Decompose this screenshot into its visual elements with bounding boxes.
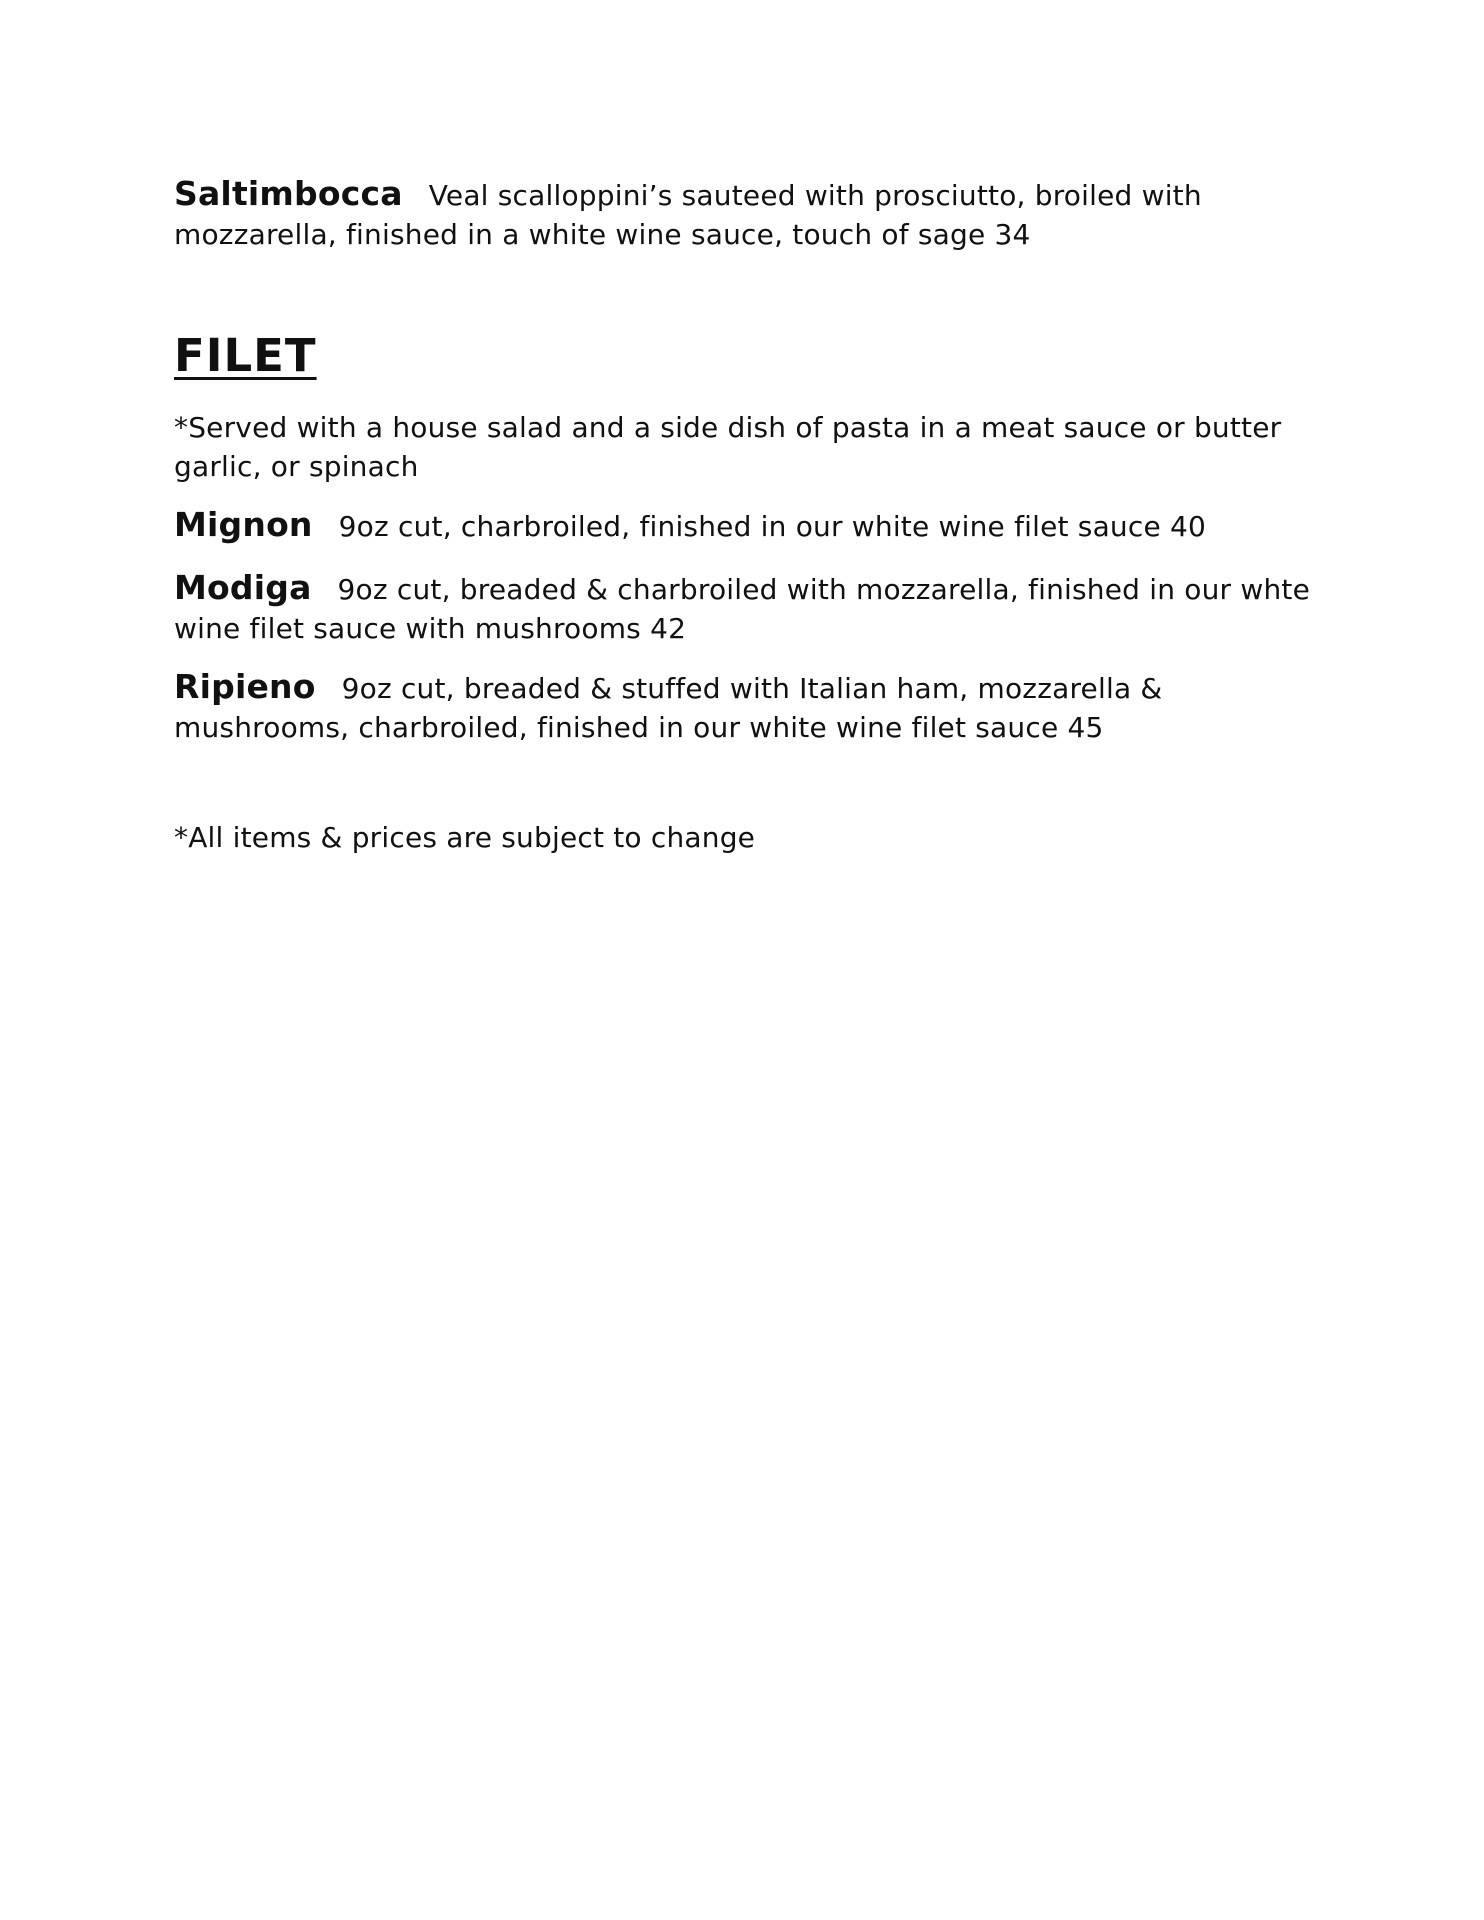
menu-item-mignon (174, 505, 1314, 546)
menu-item-description: Veal scalloppini’s sauteed with prosciutto, broiled with mozzarella, finished in a white wine sauce, touch of sage 34 (174, 179, 1202, 251)
footer-note: *All items & prices are subject to change (174, 821, 756, 854)
menu-item-name: Modiga (174, 568, 312, 607)
section-heading-filet: FILET (174, 329, 317, 382)
menu-item-description: 9oz cut, charbroiled, finished in our white wine filet sauce 40 (338, 510, 1207, 543)
menu-item-modiga (174, 568, 1314, 648)
menu-item-description: 9oz cut, breaded & stuffed with Italian ham, mozzarella & mushrooms, charbroiled, finished in our white wine filet sauce 45 (174, 672, 1163, 744)
menu-item-description: 9oz cut, breaded & charbroiled with mozzarella, finished in our whte wine filet sauce with mushrooms 42 (174, 573, 1311, 645)
section-note: *Served with a house salad and a side dish of pasta in a meat sauce or butter garlic, or spinach (174, 411, 1282, 483)
menu-item-name: Ripieno (174, 667, 316, 706)
menu-item-name: Saltimbocca (174, 174, 403, 213)
menu-item-name: Mignon (174, 505, 313, 544)
menu-item-saltimbocca (174, 174, 1314, 254)
menu-item-ripieno (174, 667, 1314, 747)
